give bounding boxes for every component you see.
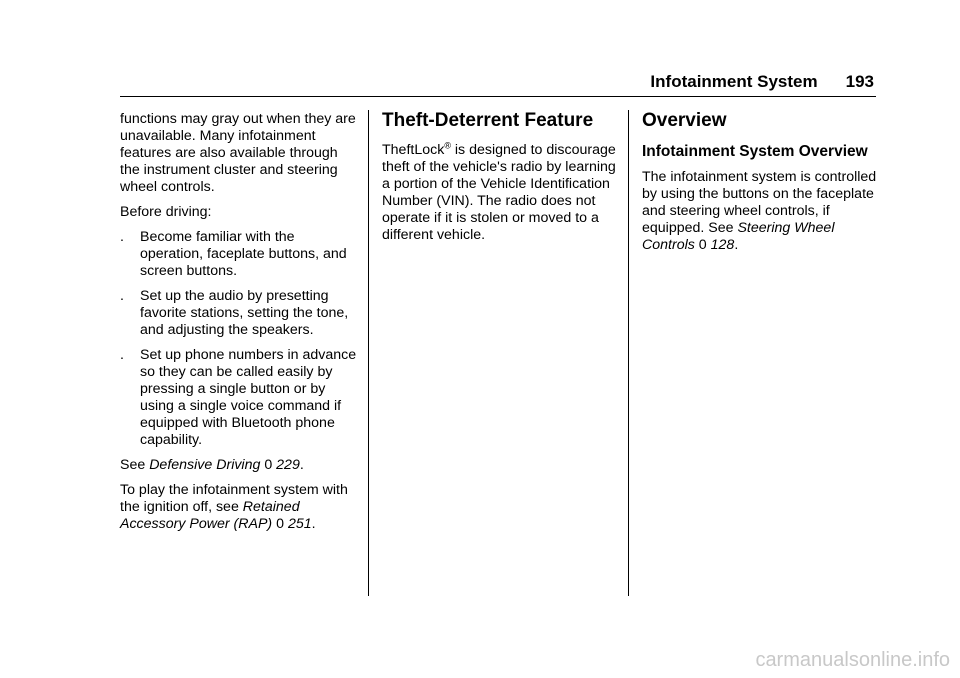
column-divider-1 bbox=[368, 110, 369, 596]
page-number: 193 bbox=[845, 72, 874, 91]
bullet-symbol: . bbox=[120, 288, 124, 304]
list-item: . Set up phone numbers in advance so they can be called easily by pressing a single button or by using a single voice command if equipped with Bluetooth phone capability. bbox=[120, 347, 357, 448]
steering-wheel-controls-page[interactable]: 128 bbox=[710, 237, 735, 253]
steering-wheel-controls-link[interactable]: Steering Wheel Controls bbox=[642, 220, 835, 253]
retained-power-paragraph: To play the infotainment system with the ignition off, see Retained Accessory Power (RAP) 0 251. bbox=[120, 482, 348, 532]
list-item: . Become familiar with the operation, faceplate buttons, and screen buttons. bbox=[120, 229, 347, 279]
defensive-driving-link[interactable]: Defensive Driving bbox=[149, 457, 261, 473]
overview-paragraph: The infotainment system is controlled by using the buttons on the faceplate and steering wheel controls, if equipped. See Steering Wheel Controls 0 128. bbox=[642, 169, 877, 253]
defensive-driving-page[interactable]: 229 bbox=[276, 457, 300, 473]
theftlock-paragraph: TheftLock® is designed to discourage theft of the vehicle's radio by learning a portion of the Vehicle Identification Number (VIN). The radio does not operate if it is stolen or moved to a different vehicle. bbox=[382, 140, 616, 243]
bullet-symbol: . bbox=[120, 347, 124, 363]
page-ref-icon: 0 bbox=[698, 237, 707, 253]
column-2 bbox=[382, 110, 618, 252]
theft-deterrent-heading: Theft-Deterrent Feature bbox=[382, 110, 594, 131]
page-ref-icon: 0 bbox=[264, 457, 273, 473]
column-1 bbox=[120, 111, 358, 541]
overview-heading: Overview bbox=[642, 110, 727, 131]
watermark: carmanualsonline.info bbox=[755, 649, 950, 671]
column-divider-2 bbox=[628, 110, 629, 596]
see-defensive-driving: See Defensive Driving 0 229. bbox=[120, 457, 304, 473]
rap-page[interactable]: 251 bbox=[287, 516, 312, 532]
column-3 bbox=[642, 110, 878, 262]
header-rule bbox=[120, 96, 876, 97]
page-ref-icon: 0 bbox=[276, 516, 284, 532]
page-header bbox=[650, 72, 874, 92]
infotainment-overview-subheading: Infotainment System Overview bbox=[642, 143, 868, 160]
bullet-symbol: . bbox=[120, 229, 124, 245]
list-item: . Set up the audio by presetting favorite stations, setting the tone, and adjusting the speakers. bbox=[120, 288, 349, 338]
intro-paragraph: functions may gray out when they are unavailable. Many infotainment features are also available through the instrument cluster and steering wheel controls. bbox=[120, 111, 356, 195]
before-driving-label: Before driving: bbox=[120, 204, 212, 220]
rap-link[interactable]: Retained Accessory Power (RAP) bbox=[120, 499, 300, 532]
section-title: Infotainment System bbox=[650, 72, 818, 91]
